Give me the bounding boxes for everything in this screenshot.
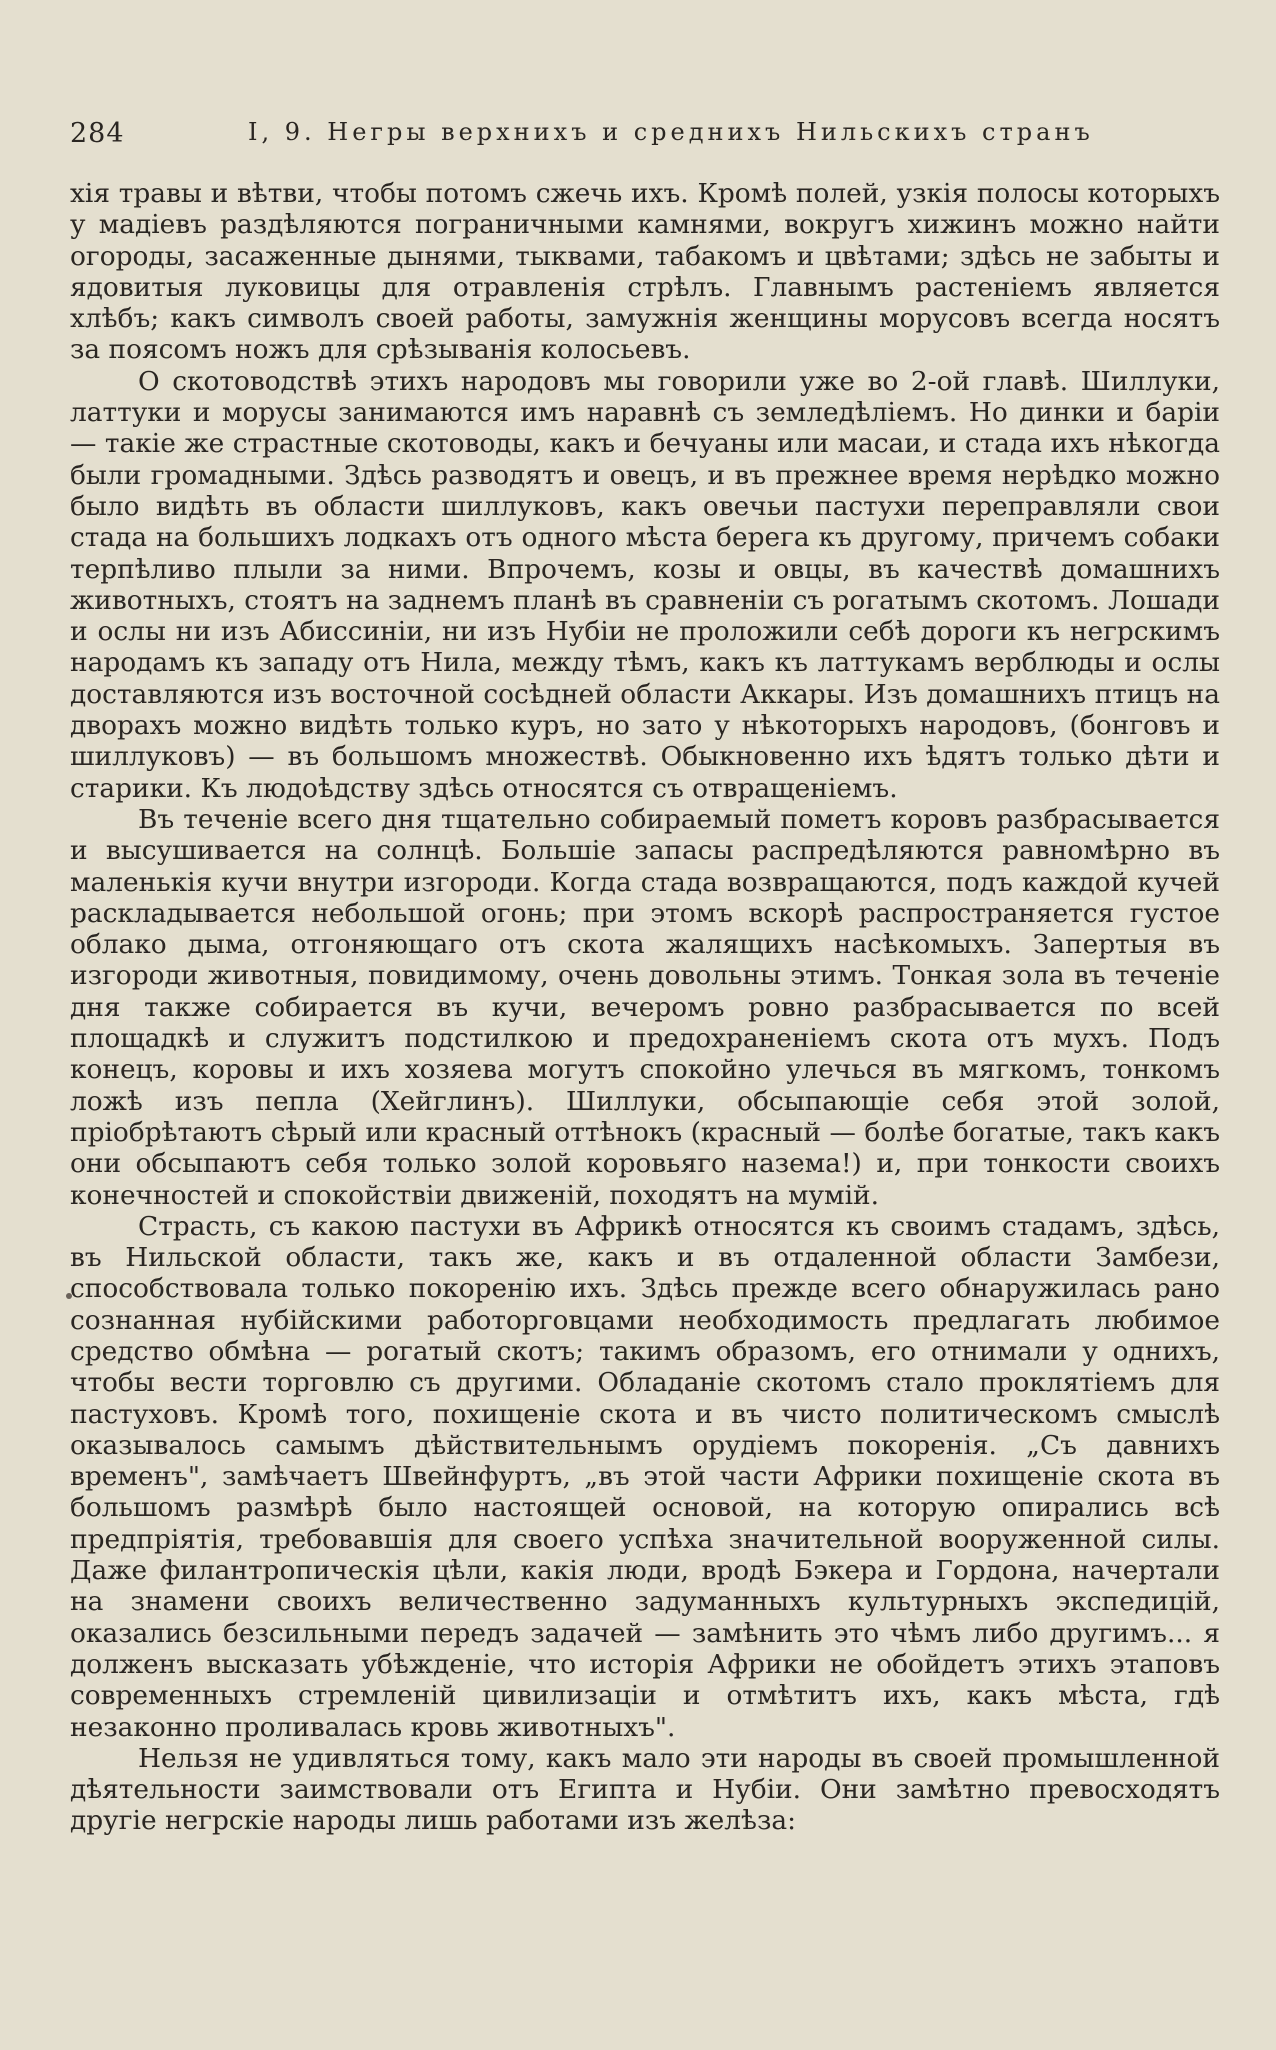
paragraph: Нельзя не удивляться тому, какъ мало эти народы въ своей промышленной дѣятельности заимствовали отъ Египта и Нубіи. Они замѣтно превосходятъ другіе негрскіе народы лишь работами изъ желѣза:: [70, 1742, 1220, 1837]
paragraph: Въ теченіе всего дня тщательно собираемый пометъ коровъ разбрасывается и высушивается на солнцѣ. Большіе запасы распредѣляются равномѣрно въ маленькія кучи внутри изгороди. Когда стада возвращаются, подъ каждой кучей раскладывается небольшой огонь; при этомъ вскорѣ распространяется густое облако дыма, отгоняющаго отъ скота жалящихъ насѣкомыхъ. Запертыя въ изгороди животныя, повидимому, очень довольны этимъ. Тонкая зола въ теченіе дня также собирается въ кучи, вечеромъ ровно разбрасывается по всей площадкѣ и служитъ подстилкою и предохраненіемъ скота отъ мухъ. Подъ конецъ, коровы и ихъ хозяева могутъ спокойно улечься въ мягкомъ, тонкомъ ложѣ изъ пепла (Хейглинъ). Шиллуки, обсыпающіе себя этой золой, пріобрѣтаютъ сѣрый или красный оттѣнокъ (красный — болѣе богатые, такъ какъ они обсыпаютъ себя только золой коровьяго назема!) и, при тонкости своихъ конечностей и спокойствіи движеній, походятъ на мумій.: [70, 803, 1220, 1211]
page-number: 284: [70, 118, 125, 149]
book-page: [70, 112, 1220, 1837]
body-text: [70, 178, 1220, 1837]
paragraph: О скотоводствѣ этихъ народовъ мы говорили уже во 2-ой главѣ. Шиллуки, латтуки и морусы занимаются имъ наравнѣ съ земледѣліемъ. Но динки и баріи — такіе же страстные скотоводы, какъ и бечуаны или масаи, и стада ихъ нѣкогда были громадными. Здѣсь разводятъ и овецъ, и въ прежнее время нерѣдко можно было видѣть въ области шиллуковъ, какъ овечьи пастухи переправляли свои стада на большихъ лодкахъ отъ одного мѣста берега къ другому, причемъ собаки терпѣливо плыли за ними. Впрочемъ, козы и овцы, въ качествѣ домашнихъ животныхъ, стоятъ на заднемъ планѣ въ сравненіи съ рогатымъ скотомъ. Лошади и ослы ни изъ Абиссиніи, ни изъ Нубіи не проложили себѣ дороги къ негрскимъ народамъ къ западу отъ Нила, между тѣмъ, какъ къ латтукамъ верблюды и ослы доставляются изъ восточной сосѣдней области Аккары. Изъ домашнихъ птицъ на дворахъ можно видѣть только куръ, но зато у нѣкоторыхъ народовъ, (бонговъ и шиллуковъ) — въ большомъ множествѣ. Обыкновенно ихъ ѣдятъ только дѣти и старики. Къ людоѣдству здѣсь относятся съ отвращеніемъ.: [70, 365, 1220, 804]
running-title: I, 9. Негры верхнихъ и среднихъ Нильскихъ странъ: [248, 118, 1094, 146]
paragraph: Страсть, съ какою пастухи въ Африкѣ относятся къ своимъ стадамъ, здѣсь, въ Нильской области, такъ же, какъ и въ отдаленной области Замбези, способствовала только покоренію ихъ. Здѣсь прежде всего обнаружилась рано сознанная нубійскими работорговцами необходимость предлагать любимое средство обмѣна — рогатый скотъ; такимъ образомъ, его отнимали у однихъ, чтобы вести торговлю съ другими. Обладаніе скотомъ стало проклятіемъ для пастуховъ. Кромѣ того, похищеніе скота и въ чисто политическомъ смыслѣ оказывалось самымъ дѣйствительнымъ орудіемъ покоренія. „Съ давнихъ временъ", замѣчаетъ Швейнфуртъ, „въ этой части Африки похищеніе скота въ большомъ размѣрѣ было настоящей основой, на которую опирались всѣ предпріятія, требовавшія для своего успѣха значительной вооруженной силы. Даже филантропическія цѣли, какія люди, вродѣ Бэкера и Гордона, начертали на знамени своихъ величественно задуманныхъ культурныхъ экспедицій, оказались безсильными передъ задачей — замѣнить это чѣмъ либо другимъ... я долженъ высказать убѣжденіе, что исторія Африки не обойдетъ этихъ этаповъ современныхъ стремленій цивилизаціи и отмѣтитъ ихъ, какъ мѣста, гдѣ незаконно проливалась кровь животныхъ".: [70, 1210, 1220, 1743]
paragraph: хія травы и вѣтви, чтобы потомъ сжечь ихъ. Кромѣ полей, узкія полосы которыхъ у мадіевъ раздѣляются пограничными камнями, вокругъ хижинъ можно найти огороды, засаженные дынями, тыквами, табакомъ и цвѣтами; здѣсь не забыты и ядовитыя луковицы для отравленія стрѣлъ. Главнымъ растеніемъ является хлѣбъ; какъ символъ своей работы, замужнія женщины морусовъ всегда носятъ за поясомъ ножъ для срѣзыванія колосьевъ.: [70, 178, 1220, 366]
running-head: [70, 112, 1220, 152]
